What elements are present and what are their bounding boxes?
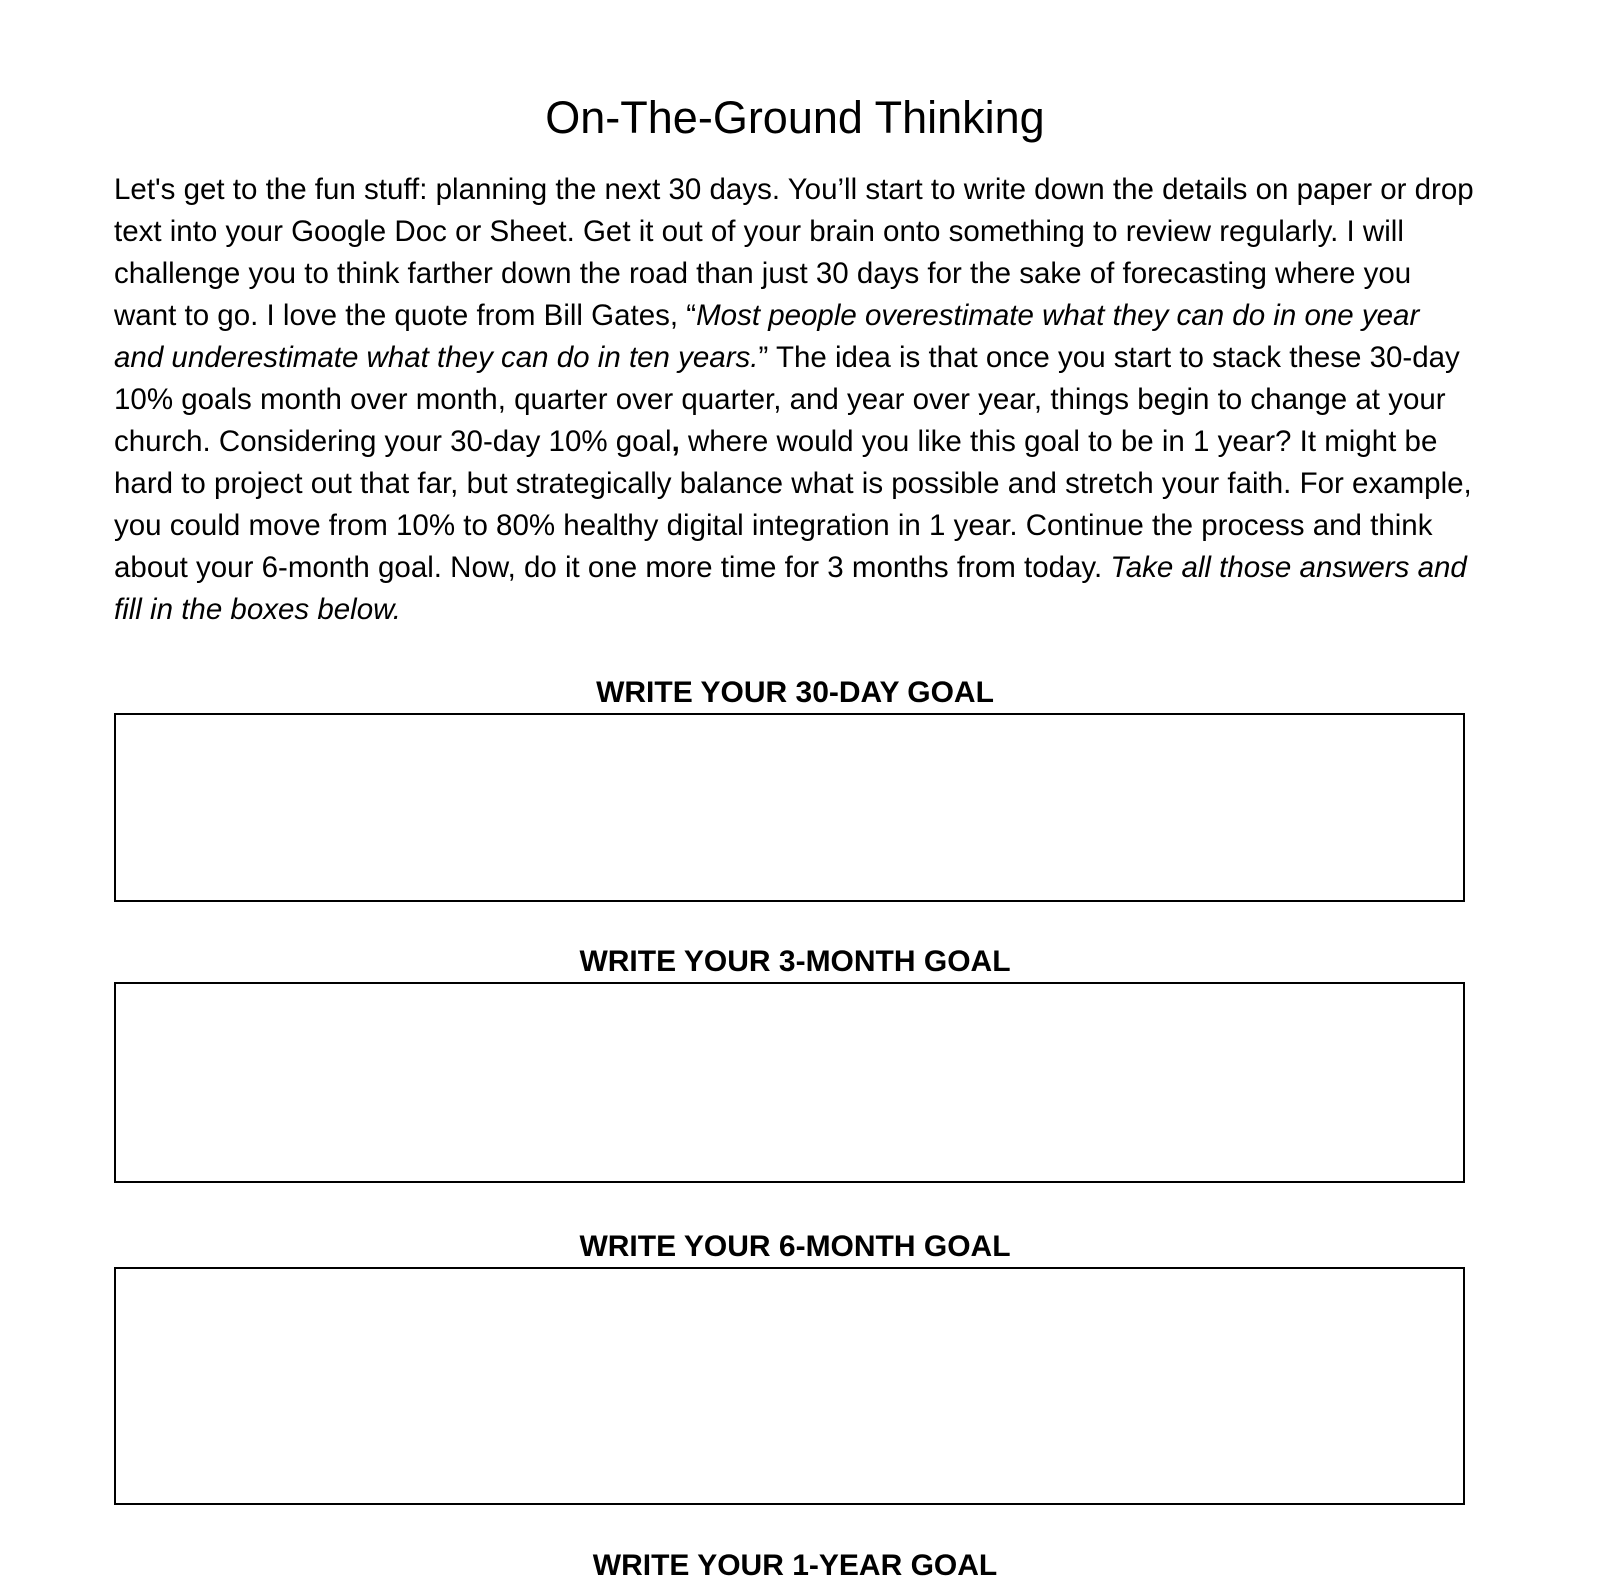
intro-text-part-3: where would you like this goal to be in 1 year? It might be hard to project out that far, but strategically balance what is possible and stretch your faith. For example, you could move from 10% to 80% healthy digital integration in 1 year. Continue the process and think about your 6-month goal. Now, do it one more time for 3 months from today. [114,425,1472,584]
intro-bold-comma: , [671,425,680,458]
page-title: On-The-Ground Thinking [545,92,1045,143]
goal-box-3-month[interactable] [114,982,1465,1183]
intro-text-part-1: Let's get to the fun stuff: planning the next 30 days. You’ll start to write down the details on paper or drop text into your Google Doc or Sheet. Get it out of your brain onto something to review regularly. I will challenge you to think farther down the road than just 30 days for the sake of forecasting where you want to go. I love the quote from Bill Gates, “ [114,173,1474,332]
intro-text-part-2: ” The idea is that once you start to stack these 30-day 10% goals month over month, quarter over quarter, and year over year, things begin to change at your church. Considering your 30-day 10% goal [114,341,1460,458]
goal-label-3-month: WRITE YOUR 3-MONTH GOAL [579,945,1011,978]
intro-paragraph [114,169,1474,631]
goal-box-30-day[interactable] [114,713,1465,902]
goal-label-6-month: WRITE YOUR 6-MONTH GOAL [579,1230,1011,1263]
goal-label-1-year: WRITE YOUR 1-YEAR GOAL [592,1549,998,1582]
fill-boxes-instruction: Take all those answers and fill in the boxes below. [114,551,1467,626]
bill-gates-quote: Most people overestimate what they can do in one year and underestimate what they can do in ten years. [114,299,1420,374]
goal-label-30-day: WRITE YOUR 30-DAY GOAL [596,676,994,709]
goal-box-6-month[interactable] [114,1267,1465,1505]
